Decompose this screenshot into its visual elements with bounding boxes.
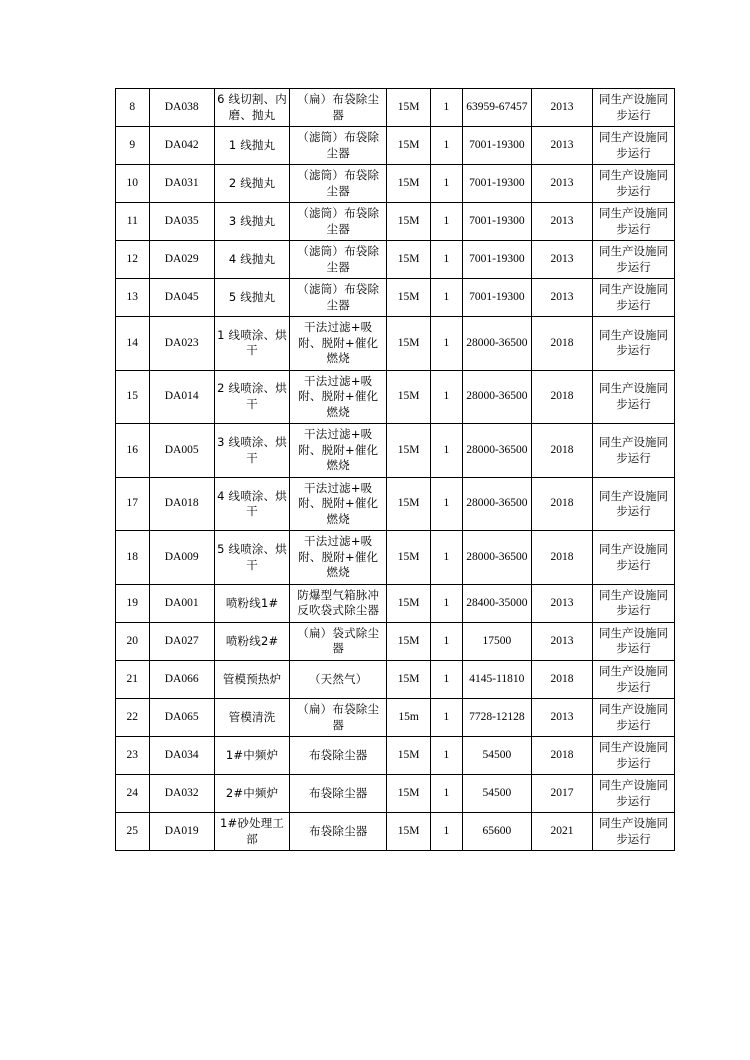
cell-source: 喷粉线2# (214, 622, 290, 660)
cell-count: 1 (431, 775, 463, 813)
cell-source: 管模预热炉 (214, 660, 290, 698)
cell-volume: 28000-36500 (462, 531, 531, 585)
cell-source: 3 线喷涂、烘干 (214, 424, 290, 478)
cell-height: 15M (387, 317, 431, 371)
cell-source: 管模清洗 (214, 699, 290, 737)
cell-note: 同生产设施同步运行 (592, 477, 674, 531)
cell-tech: （滤筒）布袋除尘器 (290, 279, 387, 317)
cell-code: DA009 (149, 531, 214, 585)
cell-no: 16 (116, 424, 150, 478)
cell-no: 19 (116, 584, 150, 622)
table-row (116, 241, 675, 279)
table-row (116, 477, 675, 531)
cell-year: 2018 (532, 424, 593, 478)
cell-year: 2021 (532, 813, 593, 851)
cell-note: 同生产设施同步运行 (592, 203, 674, 241)
cell-source: 1 线喷涂、烘干 (214, 317, 290, 371)
cell-height: 15M (387, 775, 431, 813)
emission-treatment-table (115, 88, 675, 851)
cell-no: 23 (116, 737, 150, 775)
cell-volume: 63959-67457 (462, 89, 531, 127)
cell-height: 15M (387, 127, 431, 165)
cell-no: 8 (116, 89, 150, 127)
table-row (116, 813, 675, 851)
cell-note: 同生产设施同步运行 (592, 699, 674, 737)
cell-no: 10 (116, 165, 150, 203)
cell-height: 15M (387, 584, 431, 622)
cell-volume: 28000-36500 (462, 477, 531, 531)
cell-no: 22 (116, 699, 150, 737)
cell-count: 1 (431, 424, 463, 478)
cell-volume: 7001-19300 (462, 127, 531, 165)
cell-code: DA032 (149, 775, 214, 813)
cell-note: 同生产设施同步运行 (592, 279, 674, 317)
cell-source: 2#中频炉 (214, 775, 290, 813)
cell-note: 同生产设施同步运行 (592, 127, 674, 165)
cell-note: 同生产设施同步运行 (592, 531, 674, 585)
cell-tech: 干法过滤+吸附、脱附+催化燃烧 (290, 531, 387, 585)
cell-note: 同生产设施同步运行 (592, 813, 674, 851)
cell-source: 2 线喷涂、烘干 (214, 370, 290, 424)
table-row (116, 203, 675, 241)
cell-count: 1 (431, 165, 463, 203)
cell-source: 3 线抛丸 (214, 203, 290, 241)
cell-code: DA045 (149, 279, 214, 317)
cell-no: 12 (116, 241, 150, 279)
cell-tech: （滤筒）布袋除尘器 (290, 165, 387, 203)
cell-year: 2018 (532, 660, 593, 698)
cell-year: 2013 (532, 241, 593, 279)
cell-year: 2013 (532, 584, 593, 622)
cell-code: DA005 (149, 424, 214, 478)
cell-year: 2013 (532, 127, 593, 165)
cell-count: 1 (431, 477, 463, 531)
cell-count: 1 (431, 127, 463, 165)
table-row (116, 699, 675, 737)
cell-count: 1 (431, 584, 463, 622)
cell-year: 2013 (532, 699, 593, 737)
cell-tech: （扁）布袋除尘器 (290, 699, 387, 737)
cell-volume: 7001-19300 (462, 165, 531, 203)
cell-code: DA035 (149, 203, 214, 241)
cell-count: 1 (431, 317, 463, 371)
cell-source: 1 线抛丸 (214, 127, 290, 165)
cell-note: 同生产设施同步运行 (592, 584, 674, 622)
cell-note: 同生产设施同步运行 (592, 660, 674, 698)
cell-volume: 28400-35000 (462, 584, 531, 622)
cell-volume: 28000-36500 (462, 370, 531, 424)
cell-height: 15M (387, 89, 431, 127)
cell-year: 2013 (532, 279, 593, 317)
cell-source: 4 线喷涂、烘干 (214, 477, 290, 531)
cell-count: 1 (431, 660, 463, 698)
cell-code: DA023 (149, 317, 214, 371)
cell-code: DA018 (149, 477, 214, 531)
cell-volume: 4145-11810 (462, 660, 531, 698)
cell-tech: 布袋除尘器 (290, 775, 387, 813)
table-row (116, 660, 675, 698)
cell-no: 20 (116, 622, 150, 660)
cell-code: DA031 (149, 165, 214, 203)
cell-code: DA019 (149, 813, 214, 851)
cell-height: 15M (387, 531, 431, 585)
table-row (116, 89, 675, 127)
cell-note: 同生产设施同步运行 (592, 424, 674, 478)
cell-source: 2 线抛丸 (214, 165, 290, 203)
cell-tech: （扁）袋式除尘器 (290, 622, 387, 660)
table-row (116, 531, 675, 585)
cell-year: 2018 (532, 737, 593, 775)
cell-height: 15M (387, 424, 431, 478)
cell-source: 5 线喷涂、烘干 (214, 531, 290, 585)
cell-note: 同生产设施同步运行 (592, 775, 674, 813)
cell-no: 21 (116, 660, 150, 698)
cell-volume: 7728-12128 (462, 699, 531, 737)
cell-code: DA029 (149, 241, 214, 279)
table-row (116, 127, 675, 165)
cell-code: DA042 (149, 127, 214, 165)
cell-height: 15M (387, 241, 431, 279)
cell-no: 18 (116, 531, 150, 585)
table-row (116, 584, 675, 622)
cell-source: 5 线抛丸 (214, 279, 290, 317)
cell-height: 15m (387, 699, 431, 737)
table-row (116, 622, 675, 660)
table-row (116, 424, 675, 478)
cell-count: 1 (431, 531, 463, 585)
table-row (116, 165, 675, 203)
cell-tech: （滤筒）布袋除尘器 (290, 203, 387, 241)
cell-year: 2018 (532, 477, 593, 531)
cell-no: 11 (116, 203, 150, 241)
cell-note: 同生产设施同步运行 (592, 165, 674, 203)
cell-tech: （天然气） (290, 660, 387, 698)
table-row (116, 317, 675, 371)
table-row (116, 279, 675, 317)
cell-volume: 28000-36500 (462, 424, 531, 478)
cell-tech: 防爆型气箱脉冲反吹袋式除尘器 (290, 584, 387, 622)
cell-no: 17 (116, 477, 150, 531)
cell-volume: 7001-19300 (462, 241, 531, 279)
cell-height: 15M (387, 477, 431, 531)
cell-no: 14 (116, 317, 150, 371)
cell-count: 1 (431, 370, 463, 424)
cell-count: 1 (431, 813, 463, 851)
cell-volume: 54500 (462, 775, 531, 813)
cell-tech: 布袋除尘器 (290, 737, 387, 775)
cell-source: 喷粉线1# (214, 584, 290, 622)
cell-height: 15M (387, 737, 431, 775)
cell-year: 2013 (532, 203, 593, 241)
cell-volume: 65600 (462, 813, 531, 851)
cell-code: DA038 (149, 89, 214, 127)
cell-code: DA034 (149, 737, 214, 775)
cell-note: 同生产设施同步运行 (592, 317, 674, 371)
cell-count: 1 (431, 89, 463, 127)
cell-source: 4 线抛丸 (214, 241, 290, 279)
table-row (116, 737, 675, 775)
cell-height: 15M (387, 165, 431, 203)
cell-tech: （滤筒）布袋除尘器 (290, 127, 387, 165)
cell-height: 15M (387, 813, 431, 851)
cell-code: DA014 (149, 370, 214, 424)
cell-code: DA027 (149, 622, 214, 660)
cell-tech: （扁）布袋除尘器 (290, 89, 387, 127)
cell-volume: 28000-36500 (462, 317, 531, 371)
table-body (116, 89, 675, 851)
cell-code: DA066 (149, 660, 214, 698)
cell-height: 15M (387, 660, 431, 698)
cell-volume: 17500 (462, 622, 531, 660)
cell-volume: 7001-19300 (462, 279, 531, 317)
cell-tech: （滤筒）布袋除尘器 (290, 241, 387, 279)
cell-no: 9 (116, 127, 150, 165)
table-row (116, 775, 675, 813)
cell-no: 13 (116, 279, 150, 317)
cell-year: 2018 (532, 531, 593, 585)
cell-volume: 7001-19300 (462, 203, 531, 241)
cell-count: 1 (431, 737, 463, 775)
cell-note: 同生产设施同步运行 (592, 370, 674, 424)
table-row (116, 370, 675, 424)
cell-tech: 干法过滤+吸附、脱附+催化燃烧 (290, 477, 387, 531)
cell-code: DA065 (149, 699, 214, 737)
cell-source: 1#中频炉 (214, 737, 290, 775)
cell-tech: 干法过滤+吸附、脱附+催化燃烧 (290, 424, 387, 478)
cell-note: 同生产设施同步运行 (592, 622, 674, 660)
cell-height: 15M (387, 279, 431, 317)
cell-year: 2013 (532, 165, 593, 203)
cell-height: 15M (387, 370, 431, 424)
cell-count: 1 (431, 241, 463, 279)
cell-year: 2013 (532, 89, 593, 127)
cell-no: 24 (116, 775, 150, 813)
cell-note: 同生产设施同步运行 (592, 241, 674, 279)
cell-year: 2018 (532, 317, 593, 371)
cell-count: 1 (431, 699, 463, 737)
cell-source: 6 线切割、内磨、抛丸 (214, 89, 290, 127)
cell-count: 1 (431, 279, 463, 317)
cell-note: 同生产设施同步运行 (592, 737, 674, 775)
cell-no: 25 (116, 813, 150, 851)
cell-code: DA001 (149, 584, 214, 622)
cell-year: 2017 (532, 775, 593, 813)
cell-no: 15 (116, 370, 150, 424)
cell-count: 1 (431, 203, 463, 241)
cell-source: 1#砂处理工部 (214, 813, 290, 851)
cell-year: 2018 (532, 370, 593, 424)
cell-tech: 布袋除尘器 (290, 813, 387, 851)
cell-count: 1 (431, 622, 463, 660)
cell-note: 同生产设施同步运行 (592, 89, 674, 127)
cell-height: 15M (387, 622, 431, 660)
cell-tech: 干法过滤+吸附、脱附+催化燃烧 (290, 317, 387, 371)
cell-height: 15M (387, 203, 431, 241)
cell-tech: 干法过滤+吸附、脱附+催化燃烧 (290, 370, 387, 424)
cell-volume: 54500 (462, 737, 531, 775)
cell-year: 2013 (532, 622, 593, 660)
